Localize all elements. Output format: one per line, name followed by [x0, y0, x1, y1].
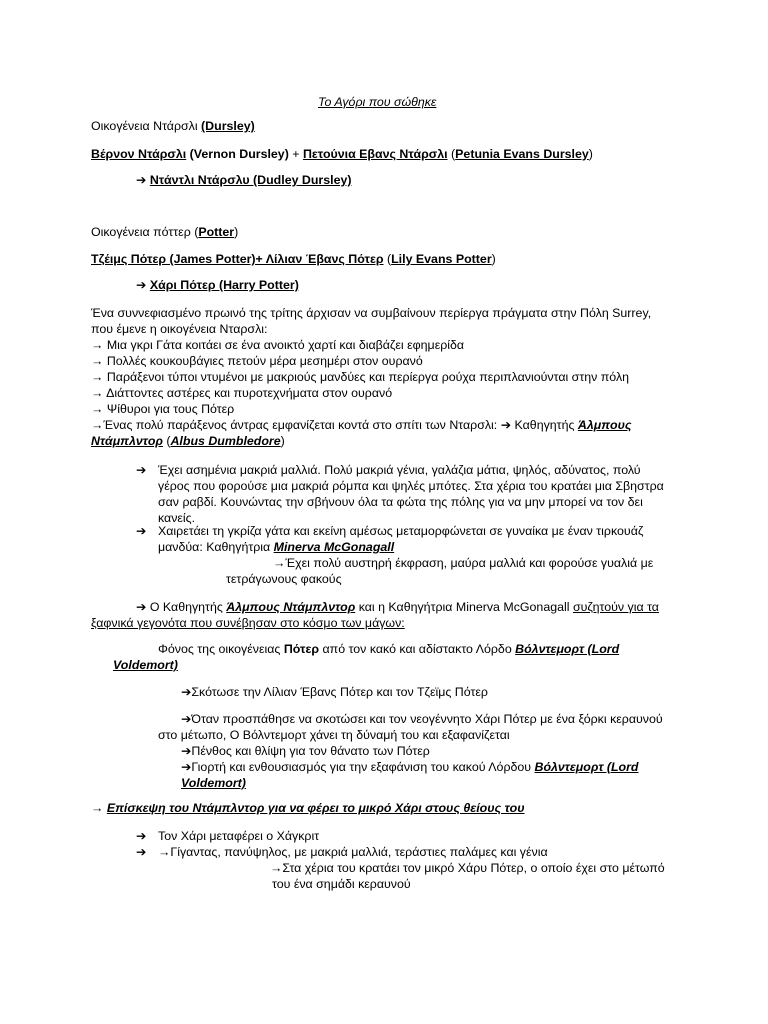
potter-parents-line: Τζέιμς Πότερ (James Potter)+ Λίλιαν Έβανς Πότερ (Lily Evans Potter) [91, 252, 496, 266]
right-arrow-icon: ➔ [136, 463, 147, 477]
intro-line-1: Ένα συννεφιασμένο πρωινό της τρίτης άρχισαν να συμβαίνουν περίεργα πράγματα στην Πόλη Surrey, [91, 306, 652, 320]
intro-item: → Παράξενοι τύποι ντυμένοι με μακριούς μανδύες και περίεργα ρούχα περιπλανιούνται στην πόλη [91, 370, 630, 384]
mcgonagall-desc-line: →Έχει πολύ αυστηρή έκφραση, μαύρα μαλλιά και φορούσε γυαλιά με [273, 556, 654, 570]
visit-hagrid: Τον Χάρι μεταφέρει ο Χάγκριτ [158, 829, 320, 843]
potter-family-line: Οικογένεια πόττερ (Potter) [91, 225, 239, 239]
right-arrow-icon: ➔ [181, 685, 192, 699]
thin-arrow-icon: → [158, 845, 171, 859]
right-arrow-icon: ➔ [181, 760, 192, 774]
intro-item: → Πολλές κουκουβάγιες πετούν μέρα μεσημέρι στον ουρανό [91, 354, 423, 368]
right-arrow-icon: ➔ [181, 744, 192, 758]
thin-arrow-icon: → [91, 402, 104, 416]
right-arrow-icon: ➔ [136, 524, 147, 538]
intro-item: → Μια γκρι Γάτα κοιτάει σε ένα ανοικτό χαρτί και διαβάζει εφημερίδα [91, 338, 465, 352]
dursley-child-line: ➔ Ντάντλι Ντάρσλυ (Dudley Dursley) [136, 173, 352, 187]
thin-arrow-icon: → [91, 386, 104, 400]
dumbledore-name-line: Ντάμπλντορ (Albus Dumbledore) [91, 434, 285, 448]
event-harry-line-2: στο μέτωπο, Ο Βόλντεμορτ χάνει τη δύναμή του και εξαφανίζεται [158, 728, 510, 742]
thin-arrow-icon: → [91, 370, 104, 384]
right-arrow-icon: ➔ [136, 173, 147, 187]
thin-arrow-icon: → [91, 801, 104, 815]
event-harry-line-1: ➔Όταν προσπάθησε να σκοτώσει και τον νεογέννητο Χάρι Πότερ με ένα ξόρκι κεραυνού [181, 712, 663, 726]
discussion-line-1: ➔ Ο Καθηγητής Άλμπους Ντάμπλντορ και η Καθηγήτρια Minerva McGonagall συζητούν για τα [136, 600, 659, 614]
intro-line-2: που έμενε η οικογένεια Νταρσλι: [91, 322, 268, 336]
mcgonagall-desc-line: τετράγωνους φακούς [226, 572, 342, 586]
dursley-parents-line: Βέρνον Ντάρσλι (Vernon Dursley) + Πετούνια Εβανς Ντάρσλι (Petunia Evans Dursley) [91, 147, 593, 161]
cat-desc-line: μανδύα: Καθηγήτρια Minerva McGonagall [158, 540, 395, 554]
right-arrow-icon: ➔ [136, 845, 147, 859]
intro-item: → Ψίθυροι για τους Πότερ [91, 402, 235, 416]
dumbledore-desc-line: Έχει ασημένια μακριά μαλλιά. Πολύ μακριά γένια, γαλάζια μάτια, ψηλός, αδύνατος, πολύ [158, 463, 641, 477]
dumbledore-desc-line: κανείς. [158, 511, 196, 525]
visit-heading: → Επίσκεψη του Ντάμπλντορ για να φέρει το μικρό Χάρι στους θείους του [91, 801, 525, 815]
murder-line-2: Voldemort) [113, 658, 178, 672]
right-arrow-icon: ➔ [181, 712, 192, 726]
right-arrow-icon: ➔ [136, 278, 147, 292]
visit-giant: →Γίγαντας, πανύψηλος, με μακριά μαλλιά, τεράστιες παλάμες και γένια [158, 845, 548, 859]
thin-arrow-icon: → [273, 556, 286, 570]
cat-desc-line: Χαιρετάει τη γκρίζα γάτα και εκείνη αμέσως μεταμορφώνεται σε γυναίκα με έναν τιρκουάζ [158, 524, 644, 538]
visit-holding-line-1: →Στα χέρια του κρατάει τον μικρό Χάρυ Πότερ, ο οποίο έχει στο μέτωπό [270, 861, 665, 875]
stranger-line: →Ένας πολύ παράξενος άντρας εμφανίζεται κοντά στο σπίτι των Νταρσλι: ➔ Καθηγητής Άλμπους [91, 418, 632, 432]
right-arrow-icon: ➔ [136, 600, 147, 614]
dumbledore-desc-line: γέρος που φορούσε μια μακριά ρόμπα και ψηλές μπότες. Στα χέρια του κρατάει μια Σβηστρα [158, 479, 664, 493]
event-celebration-line-1: ➔Γιορτή και ενθουσιασμός για την εξαφάνιση του κακού Λόρδου Βόλντεμορτ (Lord [181, 760, 639, 774]
event-grief: ➔Πένθος και θλίψη για τον θάνατο των Πότερ [181, 744, 430, 758]
thin-arrow-icon: → [91, 354, 104, 368]
thin-arrow-icon: → [91, 418, 104, 432]
dumbledore-desc-line: σαν ραβδί. Κουνώντας την σβήνουν όλα τα φώτα της πόλης για να μην μπορεί να τον δει [158, 495, 643, 509]
right-arrow-icon: ➔ [136, 829, 147, 843]
visit-holding-line-2: του ένα σημάδι κεραυνού [272, 877, 411, 891]
intro-item: → Διάττοντες αστέρες και πυροτεχνήματα στον ουρανό [91, 386, 393, 400]
right-arrow-icon: ➔ [500, 418, 512, 432]
potter-child-line: ➔ Χάρι Πότερ (Harry Potter) [136, 278, 299, 292]
dursley-family-line: Οικογένεια Ντάρσλι (Dursley) [91, 119, 255, 133]
thin-arrow-icon: → [270, 861, 283, 875]
discussion-line-2: ξαφνικά γεγονότα που συνέβησαν στο κόσμο των μάγων: [91, 616, 405, 630]
document-title: Το Αγόρι που σώθηκε [318, 95, 437, 109]
thin-arrow-icon: → [91, 338, 104, 352]
murder-line-1: Φόνος της οικογένειας Πότερ από τον κακό και αδίστακτο Λόρδο Βόλντεμορτ (Lord [158, 642, 620, 656]
event-celebration-line-2: Voldemort) [181, 776, 246, 790]
event-killed: ➔Σκότωσε την Λίλιαν Έβανς Πότερ και τον Τζεϊμς Πότερ [181, 685, 488, 699]
